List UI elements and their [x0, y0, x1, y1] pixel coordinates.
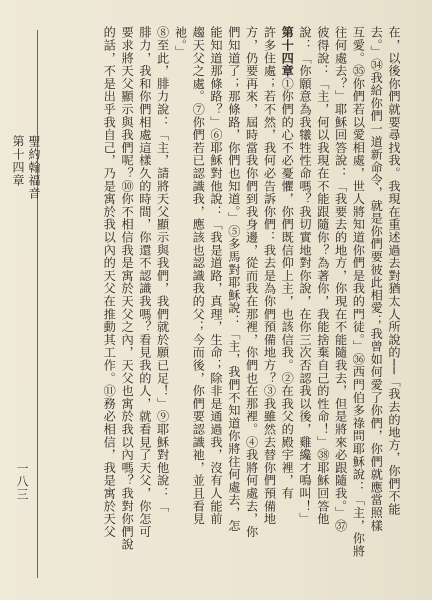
text-column-4: 往何處去？」耶穌回答說：「我要去的地方，你現在不能隨我去，但是將來必跟隨我。」㊲	[333, 26, 348, 532]
page-number: 一八三	[15, 462, 29, 501]
text-column-13: 們知道了；那條路，你們也知道。」⑤多馬對耶穌說：「主，我們不知道你將往何處去，怎	[226, 26, 241, 532]
text-column-14: 能知道那條路？」⑥耶穌對他說：「我是道路，真理，生命；除非是通過我，沒有人能前	[209, 26, 224, 526]
text-column-18: 腓力，我和你們相處這樣久的時間，你還不認識我嗎？看見我的人，就看見了天父，你怎可	[137, 26, 152, 538]
text-column-5: 彼得說：「主，何以我現在不能跟隨你？為著你，我能捨棄自己的性命！」㊳耶穌回答他	[315, 26, 330, 526]
text-column-10: 第十四章①你們的心不必憂懼，你們既信仰上主，也該信我。②在我父的殿宇裡，有	[280, 26, 295, 500]
chapter-heading: 第十四章	[280, 26, 295, 78]
text-column-16: 祂。」	[173, 26, 188, 59]
text-column-11: 許多住處；若不然，我何必告訴你們：我去是為你們預備地方？③我雖然去替你們預備地	[262, 26, 277, 526]
text-column-6: 說：「你願意為我犧牲性命嗎？我切實地對你說，在你三次否認我以後，雞纔才鳴叫！」	[298, 26, 313, 526]
main-text-block	[99, 26, 402, 558]
text-column-20: 的話，不是出乎我自己，乃是寓於我以內的天父在推動其工作。⑪務必相信，我是寓於天父	[102, 26, 117, 538]
text-column-17: ⑧至此，腓力說：「主，請將天父顯示與我們，我們就於願已足！」⑨耶穌對他說：「	[155, 26, 170, 513]
text-column-19: 要求將天父顯示與我們呢？⑩你不相信我是寓於天父之內，天父也寓於我以內嗎？我對你們說	[120, 26, 135, 551]
margin-rule	[37, 30, 38, 578]
text-column-3: 互愛。㉟你們若以愛相處，世人將知道你們是我的門徒。」㊱西門伯多祿問耶穌說：「主，你將	[351, 26, 366, 558]
text-column-1: 在，以後你們就要尋找我。我現在重述過去對猶太人所說的──「我去的地方，你們不能	[387, 26, 401, 516]
text-column-15: 趨天父之處。⑦你們若已認識我，應該也認識我的父；今而後，你們要認識祂，並且看見	[191, 26, 206, 526]
running-header	[10, 135, 42, 265]
text-column-12: 方，仍要再來，屆時當我你們到我身邊，從而我在那裡，你們也在那裡。④我將何處去，你	[244, 26, 259, 538]
book-title: 聖約翰福音	[27, 135, 41, 200]
chapter-label: 第十四章	[11, 135, 25, 187]
text-column-2: 去。」㉞我給你們一道新命令，就是你們要彼此相愛；我曾如何愛了你們，你們就應當照樣	[369, 26, 384, 532]
